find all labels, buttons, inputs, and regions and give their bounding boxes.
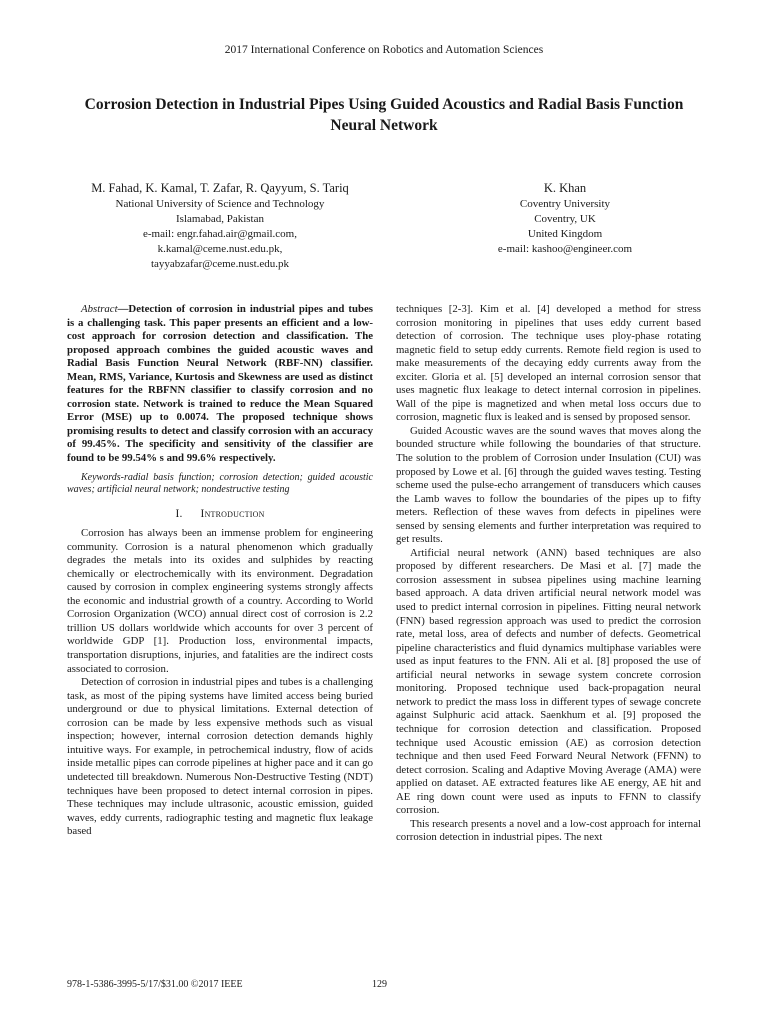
affiliation-line: Islamabad, Pakistan (176, 213, 264, 225)
section-number: I. (175, 507, 183, 520)
author-block-right (410, 181, 720, 257)
affiliation-line: Coventry, UK (534, 213, 596, 225)
author-block-left (40, 181, 400, 272)
body-paragraph: Guided Acoustic waves are the sound waves that moves along the bounded structure while following the boundaries of that structure. The solution to the problem of Corrosion under Insulation (CUI) was proposed by Lowe et al. [6] through the guided waves testing. Testing scheme used the pulse-echo arrangement of transducers which causes the Lamb waves to follow the boundaries of the pipes up to fifty meters. Reflection of these waves from defects in pipelines were sensed by sensing elements and further interpretation was required to get results. (396, 424, 701, 546)
paper-title: Corrosion Detection in Industrial Pipes Using Guided Acoustics and Radial Basis Function Neural Network (84, 96, 684, 134)
abstract-text: —Detection of corrosion in industrial pipes and tubes is a challenging task. This paper presents an efficient and a low-cost approach for corrosion detection and classification. The proposed approach combines the guided acoustic waves and Radial Basis Function Neural Network (RBF-NN) classifier. Mean, RMS, Variance, Kurtosis and Skewness are used as distinct features for the RBFNN classifier to classify corrosion and no corrosion state. Network is trained to reduce the Mean Squared Error (MSE) up to 0.0074. The proposed technique shows promising results to detect and classify corrosion with an accuracy of 99.45%. The specificity and sensitivity of the classifier are found to be 99.54% s and 99.6% respectively. (67, 303, 373, 465)
keywords: Keywords-radial basis function; corrosion detection; guided acoustic waves; artificial neural network; nondestructive testing (67, 471, 373, 496)
author-names: K. Khan (543, 181, 587, 195)
abstract-lead: Abstract (81, 303, 118, 315)
affiliation-line: Coventry University (519, 198, 611, 210)
email-line: tayyabzafar@ceme.nust.edu.pk (150, 258, 290, 270)
body-paragraph: This research presents a novel and a low-cost approach for internal corrosion detection in industrial pipes. The next (396, 817, 701, 844)
conference-header: 2017 International Conference on Robotics and Automation Sciences (224, 44, 544, 56)
footer-isbn: 978-1-5386-3995-5/17/$31.00 ©2017 IEEE (67, 979, 243, 990)
affiliation-line: United Kingdom (527, 228, 603, 240)
body-paragraph: techniques [2-3]. Kim et al. [4] developed a method for stress corrosion monitoring in pipelines that uses eddy current based detection of corrosion. The technique uses ploy-phase rotating magnetic field to setup eddy currents. Remote field region is used to make measurements of the decaying eddy currents away from the exciter. Gloria et al. [5] developed an internal corrosion sensor that uses magnetic flux leakage to detect internal corrosion in pipelines. Wall of the pipe is magnetized and when metal loss occurs due to corrosion, magnetic flux is leaked and is sensed by proposed sensor. (396, 303, 701, 424)
email-line: e-mail: kashoo@engineer.com (497, 243, 633, 255)
affiliation-line: National University of Science and Technology (115, 198, 325, 210)
author-names: M. Fahad, K. Kamal, T. Zafar, R. Qayyum, S. Tariq (91, 181, 349, 195)
section-title: Introduction (200, 507, 265, 520)
email-line: k.kamal@ceme.nust.edu.pk, (157, 243, 283, 255)
section-heading (67, 508, 373, 522)
body-paragraph: Artificial neural network (ANN) based techniques are also proposed by different researchers. De Masi et al. [7] made the corrosion assessment in subsea pipelines using machine learning based approach. A data driven artificial neural network model was used to predict internal corrosion in pipelines. Fitting neural network (FNN) based regression approach was used to predict the corrosion rate, metal loss, area of defects and number of defects. Geometrical pipeline characteristics and fluid dynamics multiphase variables were used as input features to the FNN. Ali et al. [8] proposed the use of artificial neural networks in sewage system concrete corrosion monitoring. Proposed technique used back-propagation neural network to predict the mass loss in different types of sewage concrete against Sulphuric acid attack. Saenkhum et al. [9] proposed the technique for corrosion detection and classification. Proposed technique used Acoustic emission (AE) as corrosion detection technique and then used Feed Forward Neural Network (FFNN) to detect corrosion. Scaling and Adaptive Moving Average (AMA) were applied on dataset. AE extracted features like AE energy, AE hit and AE ring down count were used as inputs to FFNN to classify corrosion. (396, 546, 701, 817)
email-line: e-mail: engr.fahad.air@gmail.com, (143, 228, 297, 240)
body-paragraph: Detection of corrosion in industrial pipes and tubes is a challenging task, as most of the piping systems have limited access being buried underground or due to physical limitations. External detection of corrosion can be made by less expensive methods such as visual inspection; however, internal corrosion detection demands highly intuitive ways. For example, in petrochemical industry, flow of acids inside metallic pipes can corrode pipelines at higher pace and it can go undetected till breakdown. Numerous Non-Destructive Testing (NDT) techniques have been proposed to detect internal corrosion in pipes. These techniques may include ultrasonic, acoustic emission, guided waves, eddy currents, radiographic testing and magnetic flux leakage based (67, 676, 373, 838)
left-column (67, 303, 373, 839)
abstract (67, 303, 373, 466)
body-paragraph: Corrosion has always been an immense problem for engineering community. Corrosion is a natural phenomenon which gradually degrades the metals into its oxides and sulphides by reacting chemically or electrochemically with its environment. Degradation caused by corrosion in complex engineering systems strongly affects the economic and industrial growth of a country. According to World Corrosion Organization (WCO) annual direct cost of corrosion is 2.2 trillion US dollars worldwide which accounts for over 3 percent of worldwide GDP [1]. Production loss, environmental impacts, transportation disruptions, injuries, and fatalities are the indirect costs associated to corrosion. (67, 527, 373, 675)
page-number: 129 (372, 979, 387, 990)
right-column (396, 303, 701, 845)
